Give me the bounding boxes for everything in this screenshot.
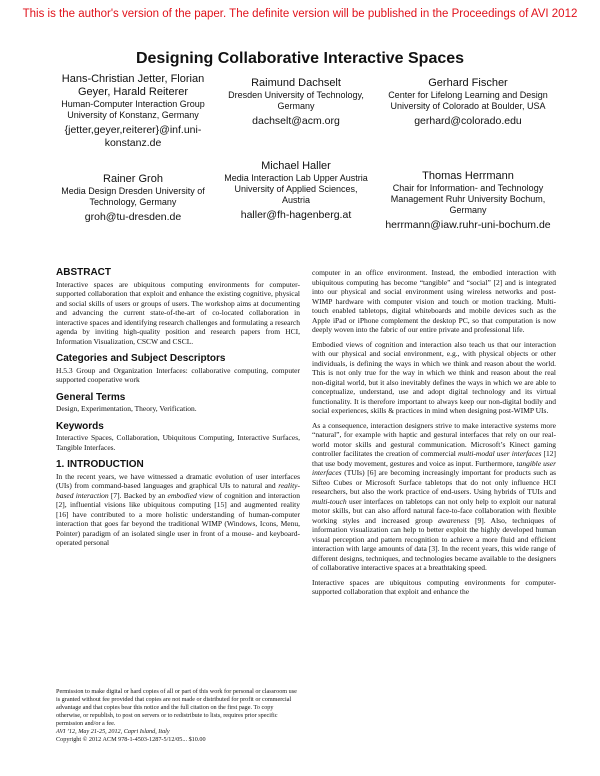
author-email: herrmann@iaw.ruhr-uni-bochum.de (385, 219, 551, 231)
emphasis: multi-modal user interfaces (457, 449, 542, 458)
keywords-heading: Keywords (56, 420, 104, 432)
author-email: haller@fh-hagenberg.at (240, 209, 352, 221)
text-run: [9]. Also, techniques of information visualization can help to better exploit the highly developed human visual perception and pattern recognition to achieve a more fluid and efficient interaction with large amounts of data [3]. In the recent years, this wide range of different designs, techniques, and technologies became available to the designers of collaborative interactive spaces at a breathtaking speed. (312, 515, 556, 572)
author-email: gerhard@colorado.edu (414, 115, 522, 127)
author-affiliation: Media Interaction Lab Upper Austria University of Applied Sciences, Austria (224, 173, 368, 205)
author-affiliation: Center for Lifelong Learning and Design University of Colorado at Boulder, USA (388, 90, 548, 111)
author-affiliation: Human-Computer Interaction Group University of Konstanz, Germany (61, 99, 205, 120)
emphasis: tangible user interfaces (312, 458, 556, 477)
author-block-fischer (384, 77, 552, 128)
author-name: Thomas Herrmann (422, 170, 514, 182)
copyright-line: Copyright © 2012 ACM 978-1-4503-1287-5/12/05... $10.00 (56, 736, 206, 743)
general-terms-heading: General Terms (56, 391, 126, 403)
author-name: Hans-Christian Jetter, Florian Geyer, Harald Reiterer (61, 73, 205, 98)
author-name: Gerhard Fischer (428, 77, 508, 89)
introduction-heading: 1. INTRODUCTION (56, 459, 144, 470)
author-email: {jetter,geyer,reiterer}@inf.uni-konstanz.de (64, 124, 202, 149)
author-email: dachselt@acm.org (252, 115, 340, 127)
text-run: As a consequence, interaction designers strive to make interactive systems more “natural”, for example with haptic and gestural interfaces that rely on our real-world motor skills and gestural communication. Microsoft’s Kinect gaming controller facilitates the creation of commercial (312, 420, 556, 458)
text-run: (TUIs) [6] are becoming increasingly important for products such as Sifteo Cubes or Microsoft Surface tabletops that do not only influence HCI researchers, but also the work practice of end-users. Using hybrids of TUIs and (312, 468, 556, 496)
permission-text: Permission to make digital or hard copies of all or part of this work for personal or classroom use is granted without fee provided that copies are not made or distributed for profit or commercial advantage and that copies bear this notice and the full citation on the first page. To copy otherwise, or republish, to post on servers or to redistribute to lists, requires prior specific permission and/or a fee. (56, 688, 297, 727)
categories-heading: Categories and Subject Descriptors (56, 353, 226, 364)
left-column (56, 268, 300, 553)
text-run: [7]. Backed by an (108, 490, 168, 500)
conference-venue: AVI ’12, May 21-25, 2012, Capri Island, Italy (56, 728, 170, 735)
general-terms-text: Design, Experimentation, Theory, Verification. (56, 404, 197, 413)
right-column (312, 268, 556, 602)
abstract-text: Interactive spaces are ubiquitous computing environments for computer-supported collaboration that exploit and enhance the existing cognitive, physical and social skills of users or groups of users. The workshop aims at documenting and advancing the current state-of-the-art of co-located collaboration in interactive spaces and identifying research challenges and formulating a research agenda by inviting high-quality position and research papers from HCI, Information Visualization, CSCW and CSCL. (56, 279, 300, 346)
author-affiliation: Media Design Dresden University of Technology, Germany (61, 186, 205, 207)
body-paragraph (312, 421, 556, 573)
text-run: user interfaces on tabletops can not only help to exploit our natural motor skills, but can also afford natural face-to-face collaboration with flexible working styles and increased group (312, 496, 556, 525)
introduction-paragraph (56, 472, 300, 548)
body-paragraph: Interactive spaces are ubiquitous computing environments for computer-supported collaboration that exploit and enhance the (312, 577, 556, 596)
author-affiliation: Chair for Information- and Technology Management Ruhr University Bochum, Germany (390, 183, 546, 215)
permission-notice (56, 688, 300, 744)
author-version-notice: This is the author's version of the paper. The definite version will be published in the Proceedings of AVI 2012 (22, 8, 578, 20)
author-block-dachselt (222, 77, 370, 128)
emphasis: reality-based interaction (56, 481, 300, 500)
keywords-text: Interactive Spaces, Collaboration, Ubiquitous Computing, Interactive Surfaces, Tangible Interfaces. (56, 433, 300, 452)
paper-title: Designing Collaborative Interactive Spaces (135, 50, 465, 67)
body-paragraph: Embodied views of cognition and interaction also teach us that our interaction with our physical and social environment, e.g., with physical objects or other individuals, is defining the ways in which we think and reason about the world. This is not only true for the way in which we think and reason about the real non-digital world, but it also inevitably defines the ways in which we are able to conceptualize, understand, use and adopt digital technology and its virtual functionality. It is therefore important to always keep our non-digital bodily and social experiences, skills & practices in mind when designing post-WIMP UIs. (312, 339, 556, 415)
emphasis: multi-touch (312, 496, 347, 506)
body-paragraph: computer in an office environment. Instead, the embodied interaction with ubiquitous computing has become “tangible” and “social” [2] and is integrated into our physical and social environment using wireless networks and post-WIMP hardware with computer vision and touch or motion tracking. Multi-touch enabled tabletops, digital whiteboards and mobile devices such as the Apple iPad or iPhone complement the desktop PC, so that computation is now deeply woven into the fabric of our entire private and professional life. (312, 268, 556, 334)
author-name: Michael Haller (261, 160, 331, 172)
text-run: view of cognition and interaction [2], influential visions like ubiquitous computing [15] and augmented reality [16] have contributed to a more holistic understanding of human-computer interaction that goes far beyond the traditional WIMP (Windows, Icons, Menu, Pointer) paradigm of an isolated single user in front of a mouse- and keyboard-operated personal (56, 490, 300, 547)
text-run: In the recent years, we have witnessed a dramatic evolution of user interfaces (UIs) from command-based languages and graphical UIs to natural and (56, 471, 300, 490)
author-block-jetter (48, 73, 218, 150)
author-name: Rainer Groh (103, 173, 163, 185)
author-name: Raimund Dachselt (251, 77, 341, 89)
text-run: [12] that use body movement, gestures and voice as input. Furthermore, (312, 449, 557, 468)
author-block-haller (222, 160, 370, 222)
emphasis: awareness (438, 515, 470, 525)
categories-text: H.5.3 Group and Organization Interfaces: collaborative computing, computer supported cooperative work (56, 365, 300, 384)
emphasis: embodied (167, 490, 197, 500)
author-email: groh@tu-dresden.de (84, 211, 182, 223)
author-affiliation: Dresden University of Technology, Germany (228, 90, 364, 111)
author-block-herrmann (384, 170, 552, 232)
abstract-heading: ABSTRACT (56, 267, 111, 278)
author-block-groh (48, 173, 218, 224)
